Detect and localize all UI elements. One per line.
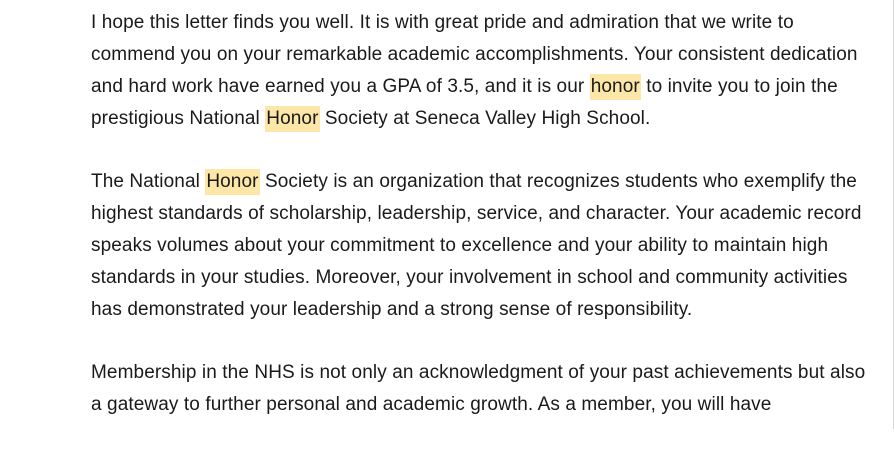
search-highlight: Honor: [265, 106, 319, 132]
paragraph-1: [91, 7, 871, 135]
text-segment: I hope this letter finds you well. It is with great pride and admiration that we write to commend you on your remarkable academic accomplishments. Your consistent dedication and hard work have earned you a GPA of 3.5, and it is our: [91, 12, 858, 97]
search-highlight: honor: [590, 74, 641, 100]
text-segment: The National: [91, 171, 206, 192]
paragraph-2: [91, 166, 871, 326]
search-highlight: Honor: [205, 169, 259, 195]
text-segment: to invite you to join the prestigious National: [91, 76, 838, 129]
document-body[interactable]: [91, 7, 871, 452]
text-segment: Membership in the NHS is not only an acknowledgment of your past achievements but also a gateway to further personal and academic growth. As a member, you will have: [91, 362, 866, 415]
text-segment: Society at Seneca Valley High School.: [319, 108, 651, 129]
paragraph-3: [91, 357, 871, 421]
text-segment: Society is an organization that recognizes students who exemplify the highest standards of scholarship, leadership, service, and character. Your academic record speaks volumes about your commitment to excellence and your ability to maintain high standards in your studies. Moreover, your involvement in school and community activities has demonstrated your leadership and a strong sense of responsibility.: [91, 171, 862, 320]
